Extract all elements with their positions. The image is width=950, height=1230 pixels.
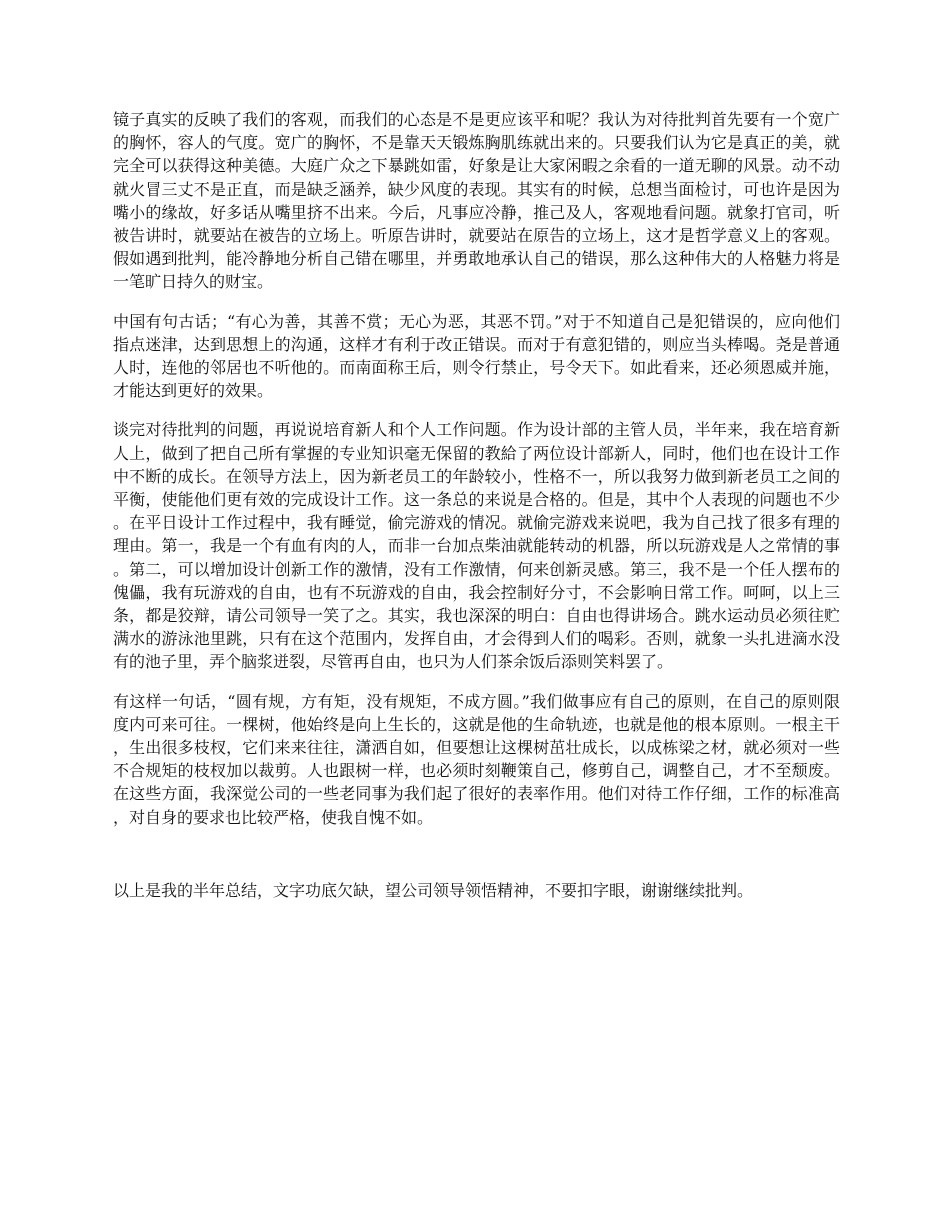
paragraph-closing-summary: 以上是我的半年总结，文字功底欠缺，望公司领导领悟精神，不要扣字眼，谢谢继续批判。 bbox=[113, 880, 754, 900]
document-body bbox=[113, 108, 840, 918]
paragraph-spacer bbox=[113, 845, 840, 879]
paragraph-rules-and-principles: 有这样一句话，“圆有规，方有矩，没有规矩，不成方圆。”我们做事应有自己的原则，在自己的原则限度内可来可往。一棵树，他始终是向上生长的，这就是他的生命轨迹，也就是他的根本原则。一根主干，生出很多枝杈，它们来来往往，潇洒自如，但要想让这棵树茁壮成长，以成栋梁之材，就必须对一些不合规矩的枝杈加以裁剪。人也跟树一样，也必须时刻鞭策自己，修剪自己，调整自己，才不至颓废。在这些方面，我深觉公司的一些老同事为我们起了很好的表率作用。他们对待工作仔细，工作的标准高，对自身的要求也比较严格，使我自愧不如。 bbox=[113, 691, 840, 827]
paragraph-mirror-objectivity: 镜子真实的反映了我们的客观，而我们的心态是不是更应该平和呢？我认为对待批判首先要有一个宽广的胸怀，容人的气度。宽广的胸怀，不是靠天天锻炼胸肌练就出来的。只要我们认为它是真正的美，就完全可以获得这种美德。大庭广众之下暴跳如雷，好象是让大家闲暇之余看的一道无聊的风景。动不动就火冒三丈不是正直，而是缺乏涵养，缺少风度的表现。其实有的时候，总想当面检讨，可也许是因为嘴小的缘故，好多话从嘴里挤不出来。今后，凡事应冷静，推己及人，客观地看问题。就象打官司，听被告讲时，就要站在被告的立场上。听原告讲时，就要站在原告的立场上，这才是哲学意义上的客观。假如遇到批判，能冷静地分析自己错在哪里，并勇敢地承认自己的错误，那么这种伟大的人格魅力将是一笔旷日持久的财宝。 bbox=[113, 110, 840, 292]
paragraph-training-newcomers: 谈完对待批判的问题，再说说培育新人和个人工作问题。作为设计部的主管人员，半年来，我在培育新人上，做到了把自己所有掌握的专业知识毫无保留的教給了两位设计部新人，同时，他们也在设计工作中不断的成长。在领导方法上，因为新老员工的年龄较小，性格不一，所以我努力做到新老员工之间的平衡，使能他们更有效的完成设计工作。这一条总的来说是合格的。但是，其中个人表现的问题也不少。在平日设计工作过程中，我有睡觉，偷完游戏的情况。就偷完游戏来说吧，我为自己找了很多有理的理由。第一，我是一个有血有肉的人，而非一台加点柴油就能转动的机器，所以玩游戏是人之常情的事。第二，可以增加设计创新工作的激情，没有工作激情，何来创新灵感。第三，我不是一个任人摆布的傀儡，我有玩游戏的自由，也有不玩游戏的自由，我会控制好分寸，不会影响日常工作。呵呵，以上三条，都是狡辩，请公司领导一笑了之。其实，我也深深的明白：自由也得讲场合。跳水运动员必须往贮满水的游泳池里跳，只有在这个范围内，发挥自由，才会得到人们的喝彩。否则，就象一头扎进滴水没有的池子里，弄个脑浆迸裂，尽管再自由，也只为人们茶余饭后添则笑料罢了。 bbox=[113, 420, 840, 672]
paragraph-ancient-saying: 中国有句古话；“有心为善，其善不赏；无心为恶，其恶不罚。”对于不知道自己是犯错误的，应向他们指点迷津，达到思想上的沟通，这样才有利于改正错误。而对于有意犯错的，则应当头棒喝。尧是普通人时，连他的邻居也不听他的。而南面称王后，则令行禁止，号令天下。如此看来，还必须恩威并施，才能达到更好的效果。 bbox=[113, 311, 840, 401]
